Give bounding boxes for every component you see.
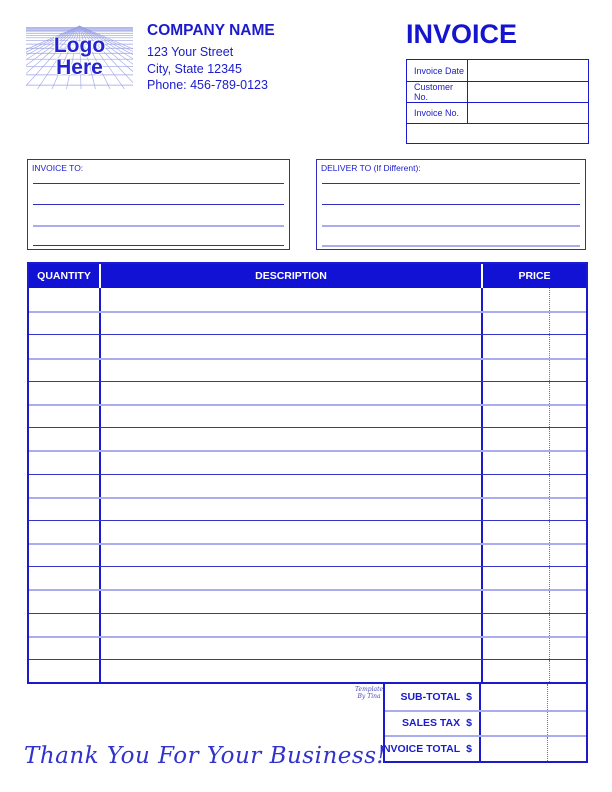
item-desc-cell[interactable]: [99, 428, 481, 450]
price-column-header: PRICE: [481, 264, 586, 288]
item-desc-cell[interactable]: [99, 660, 481, 682]
cents-divider-line: [549, 614, 550, 636]
company-name: COMPANY NAME: [147, 22, 275, 39]
item-desc-cell[interactable]: [99, 475, 481, 497]
item-desc-cell[interactable]: [99, 288, 481, 311]
item-price-cell[interactable]: [481, 614, 586, 636]
item-desc-cell[interactable]: [99, 545, 481, 566]
logo-text-line2: Here: [56, 56, 103, 79]
item-qty-cell[interactable]: [29, 614, 99, 636]
invoice-no-row: [407, 102, 588, 123]
item-desc-cell[interactable]: [99, 382, 481, 404]
thank-you-message: Thank You For Your Business!: [24, 743, 387, 769]
item-desc-cell[interactable]: [99, 335, 481, 357]
cents-divider-line: [549, 360, 550, 381]
cents-divider-line: [547, 737, 548, 761]
invoice-total-label: [380, 737, 479, 761]
invoice-total-currency-sign: $: [466, 742, 472, 755]
item-desc-cell[interactable]: [99, 499, 481, 520]
cents-divider-line: [549, 382, 550, 404]
cents-divider-line: [549, 452, 550, 473]
invoice-date-row: [407, 60, 588, 81]
info-empty-row[interactable]: [407, 123, 588, 143]
watermark-line2: By Tina: [357, 693, 381, 700]
item-price-cell[interactable]: [481, 660, 586, 682]
item-price-cell[interactable]: [481, 567, 586, 589]
items-table-header: [29, 264, 586, 288]
item-qty-cell[interactable]: [29, 545, 99, 566]
item-desc-cell[interactable]: [99, 567, 481, 589]
item-price-cell[interactable]: [481, 360, 586, 381]
item-price-cell[interactable]: [481, 406, 586, 427]
item-price-cell[interactable]: [481, 545, 586, 566]
invoice-to-write-line-2[interactable]: [33, 204, 284, 205]
item-desc-cell[interactable]: [99, 452, 481, 473]
items-row: [29, 311, 586, 334]
cents-divider-line: [549, 475, 550, 497]
invoice-total-value-cell[interactable]: [479, 737, 586, 761]
item-qty-cell[interactable]: [29, 567, 99, 589]
logo-text-line1: Logo: [53, 34, 106, 57]
item-price-cell[interactable]: [481, 288, 586, 311]
item-price-cell[interactable]: [481, 591, 586, 612]
invoice-no-label: Invoice No.: [414, 108, 460, 118]
quantity-column-header: QUANTITY: [37, 270, 91, 282]
items-row: [29, 613, 586, 636]
subtotal-currency-sign: $: [466, 690, 472, 703]
deliver-to-write-line-1[interactable]: [322, 183, 580, 184]
invoice-to-label: INVOICE TO:: [32, 163, 84, 173]
deliver-to-box: [316, 159, 586, 250]
item-qty-cell[interactable]: [29, 313, 99, 334]
item-qty-cell[interactable]: [29, 591, 99, 612]
items-row: [29, 358, 586, 381]
item-desc-cell[interactable]: [99, 614, 481, 636]
subtotal-label-text: SUB-TOTAL: [400, 690, 461, 703]
subtotal-label: [385, 684, 479, 710]
items-row: [29, 636, 586, 659]
cents-divider-line: [549, 567, 550, 589]
items-row: [29, 589, 586, 612]
cents-divider-line: [549, 660, 550, 682]
item-qty-cell[interactable]: [29, 406, 99, 427]
subtotal-row: [385, 684, 586, 710]
items-row: [29, 427, 586, 450]
item-qty-cell[interactable]: [29, 452, 99, 473]
item-price-cell[interactable]: [481, 382, 586, 404]
invoice-date-label: Invoice Date: [414, 65, 465, 76]
item-qty-cell[interactable]: [29, 521, 99, 543]
items-table: [27, 262, 588, 684]
sales-tax-value-cell[interactable]: [479, 712, 586, 736]
item-desc-cell[interactable]: [99, 638, 481, 659]
customer-no-field[interactable]: [467, 82, 588, 102]
sales-tax-label-text: SALES TAX: [402, 717, 461, 730]
subtotal-value-cell[interactable]: [479, 684, 586, 710]
cents-divider-line: [549, 591, 550, 612]
sales-tax-row: [385, 710, 586, 736]
item-desc-cell[interactable]: [99, 521, 481, 543]
items-row: [29, 404, 586, 427]
item-qty-cell[interactable]: [29, 335, 99, 357]
item-desc-cell[interactable]: [99, 591, 481, 612]
invoice-to-write-line-4[interactable]: [33, 245, 284, 246]
deliver-to-label: DELIVER TO (If Different):: [321, 163, 421, 173]
logo-placeholder: [26, 25, 133, 89]
cents-divider-line: [549, 288, 550, 311]
company-block: [147, 22, 275, 94]
item-desc-cell[interactable]: [99, 406, 481, 427]
sales-tax-currency-sign: $: [466, 717, 472, 730]
invoice-to-write-line-3[interactable]: [33, 225, 284, 227]
item-qty-cell[interactable]: [29, 660, 99, 682]
item-price-cell[interactable]: [481, 499, 586, 520]
invoice-date-field[interactable]: [467, 60, 588, 81]
items-row: [29, 474, 586, 497]
cents-divider-line: [549, 638, 550, 659]
item-price-cell[interactable]: [481, 521, 586, 543]
item-price-cell[interactable]: [481, 428, 586, 450]
items-row: [29, 497, 586, 520]
sales-tax-label: [385, 712, 479, 736]
cents-divider-line: [549, 335, 550, 357]
item-qty-cell[interactable]: [29, 638, 99, 659]
item-qty-cell[interactable]: [29, 428, 99, 450]
cents-divider-line: [549, 499, 550, 520]
description-column-header: DESCRIPTION: [99, 264, 481, 288]
cents-divider-line: [549, 545, 550, 566]
watermark-line1: Template: [355, 686, 384, 693]
items-row: [29, 334, 586, 357]
items-row: [29, 288, 586, 311]
customer-no-label: Customer No.: [414, 82, 454, 102]
item-price-cell[interactable]: [481, 335, 586, 357]
items-row: [29, 381, 586, 404]
items-row: [29, 520, 586, 543]
cents-divider-line: [549, 428, 550, 450]
item-qty-cell[interactable]: [29, 382, 99, 404]
template-watermark: [355, 686, 383, 700]
invoice-total-label-text: INVOICE TOTAL: [380, 742, 461, 755]
company-address-line2: City, State 12345: [147, 61, 242, 76]
page-title: INVOICE: [406, 19, 518, 49]
invoice-no-field[interactable]: [467, 103, 588, 123]
item-price-cell[interactable]: [481, 638, 586, 659]
items-row: [29, 543, 586, 566]
item-qty-cell[interactable]: [29, 288, 99, 311]
item-desc-cell[interactable]: [99, 360, 481, 381]
cents-divider-line: [549, 406, 550, 427]
cents-divider-line: [549, 521, 550, 543]
item-qty-cell[interactable]: [29, 360, 99, 381]
company-address-line1: 123 Your Street: [147, 45, 234, 59]
totals-box: [380, 682, 588, 763]
customer-no-row: [407, 81, 588, 102]
deliver-to-write-line-3[interactable]: [322, 225, 580, 227]
cents-divider-line: [547, 712, 548, 736]
item-qty-cell[interactable]: [29, 475, 99, 497]
deliver-to-write-line-2[interactable]: [322, 204, 580, 205]
item-price-cell[interactable]: [481, 452, 586, 473]
company-phone: Phone: 456-789-0123: [147, 78, 268, 92]
invoice-to-write-line-1[interactable]: [33, 183, 284, 184]
deliver-to-write-line-4[interactable]: [322, 245, 580, 247]
items-rows: [29, 288, 586, 682]
invoice-total-row: [380, 735, 586, 761]
items-row: [29, 450, 586, 473]
cents-divider-line: [549, 313, 550, 334]
logo-text: [26, 25, 133, 89]
item-price-cell[interactable]: [481, 313, 586, 334]
items-row: [29, 659, 586, 682]
invoice-info-box: [406, 59, 589, 144]
items-row: [29, 566, 586, 589]
item-price-cell[interactable]: [481, 475, 586, 497]
item-qty-cell[interactable]: [29, 499, 99, 520]
cents-divider-line: [547, 684, 548, 710]
item-desc-cell[interactable]: [99, 313, 481, 334]
invoice-to-box: [27, 159, 290, 250]
